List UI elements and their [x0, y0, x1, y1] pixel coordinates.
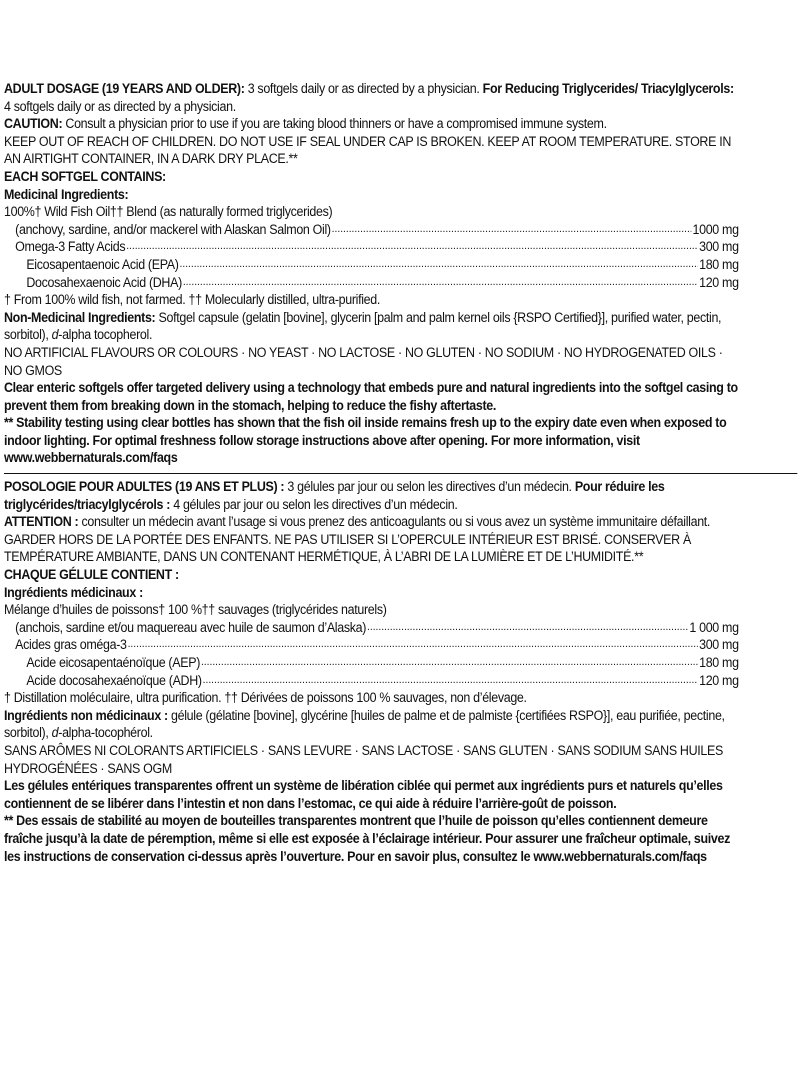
leader-dots: [183, 274, 698, 292]
ingredient-row: [4, 672, 739, 690]
french-section: [4, 478, 739, 865]
ingredient-row: [4, 274, 739, 292]
leader-dots: [180, 256, 699, 274]
ingredient-row: [4, 256, 739, 274]
medicinal-heading-text: Medicinal Ingredients:: [4, 186, 129, 202]
contains-heading: [4, 566, 739, 584]
dosage-heading: ADULT DOSAGE (19 YEARS AND OLDER):: [4, 81, 245, 96]
non-medicinal-italic: d: [51, 725, 59, 741]
stability-paragraph: [4, 812, 739, 865]
stability-bold-text: Pour assurer une fraîcheur optimale, suivez les instructions de conservation ci-dessus après l’ouverture. Pour en savoir plus, consultez le www.webbernaturals.com/faqs: [4, 830, 730, 864]
blend-line: 100%† Wild Fish Oil†† Blend (as naturally formed triglycerides): [4, 204, 333, 220]
medicinal-heading: [4, 584, 739, 602]
ingredient-amount: 300 mg: [699, 637, 739, 653]
stability-paragraph: [4, 414, 739, 467]
free-from-line: NO ARTIFICIAL FLAVOURS OR COLOURS · NO YEAST · NO LACTOSE · NO GLUTEN · NO SODIUM · NO HYDROGENATED OILS · NO GMOS: [4, 344, 723, 378]
triglycerides-text: 4 softgels daily or as directed by a physician.: [4, 98, 236, 114]
non-medicinal-heading: Non-Medicinal Ingredients:: [4, 309, 156, 325]
ingredient-name: Acides gras oméga-3: [15, 637, 127, 653]
dosage-text: 3 gélules par jour ou selon les directives d’un médecin.: [284, 479, 575, 495]
leader-dots: [203, 672, 699, 690]
contains-heading: [4, 168, 739, 186]
ingredient-row: [4, 238, 739, 256]
ingredient-row: [4, 654, 739, 672]
ingredient-amount: 180 mg: [699, 655, 739, 670]
blend-line: Mélange d’huiles de poissons† 100 %†† sauvages (triglycérides naturels): [4, 602, 387, 618]
ingredient-name: (anchovy, sardine, and/or mackerel with Alaskan Salmon Oil): [15, 221, 331, 237]
leader-dots: [128, 636, 699, 654]
enteric-paragraph: [4, 379, 739, 414]
caution-paragraph: [4, 115, 739, 133]
ingredient-row: [4, 619, 739, 637]
footnote: † Distillation moléculaire, ultra purification. †† Dérivées de poissons 100 % sauvages, non d’élevage.: [4, 690, 527, 706]
caution-heading: CAUTION:: [4, 116, 63, 132]
non-medicinal-text: gélule (gélatine [bovine], glycérine [huiles de palme et de palmiste {certifiées RSPO}], eau purifiée, pectine, sorbitol),: [4, 707, 725, 741]
caution-text: consulter un médecin avant l’usage si vous prenez des anticoagulants ou si vous avez un système immunitaire défaillant.: [78, 514, 711, 530]
triglycerides-heading: For Reducing Triglycerides/ Triacylglycerols:: [482, 81, 734, 96]
ingredient-name: Docosahexaenoic Acid (DHA): [26, 274, 182, 290]
non-medicinal-text-end: -alpha-tocophérol.: [58, 725, 153, 741]
ingredient-amount: 120 mg: [699, 274, 739, 290]
product-label: [4, 80, 739, 865]
enteric-text: Les gélules entériques transparentes offrent un système de libération ciblée qui permet aux ingrédients purs et naturels qu’elles contiennent de se libérer dans l’intestin et non dans l’estomac, ce qui aide à réduire l’arrière-goût de poisson.: [4, 778, 723, 811]
ingredient-amount: 1 000 mg: [689, 619, 739, 635]
leader-dots: [201, 654, 698, 672]
ingredient-amount: 180 mg: [699, 256, 739, 272]
caution-paragraph: [4, 513, 739, 531]
triglycerides-text: 4 gélules par jour ou selon les directives d’un médecin.: [170, 496, 458, 512]
caution-heading: ATTENTION :: [4, 514, 79, 530]
contains-heading-text: CHAQUE GÉLULE CONTIENT :: [4, 567, 179, 583]
enteric-text: Clear enteric softgels offer targeted delivery using a technology that embeds pure and natural ingredients into the softgel casing to prevent them from breaking down in the stomach, helping to reduce the fishy aftertaste.: [4, 380, 738, 413]
triglycerides-heading: Pour réduire les triglycérides/triacylglycérols :: [4, 479, 665, 512]
non-medicinal-text-end: -alpha tocopherol.: [58, 327, 153, 343]
ingredient-amount: 300 mg: [699, 239, 739, 255]
ingredient-amount: 1000 mg: [692, 221, 739, 237]
ingredient-name: (anchois, sardine et/ou maquereau avec huile de saumon d’Alaska): [15, 619, 367, 635]
language-divider: [4, 473, 797, 474]
dosage-paragraph: [4, 80, 739, 115]
leader-dots: [126, 238, 698, 256]
footnote: † From 100% wild fish, not farmed. †† Molecularly distilled, ultra-purified.: [4, 292, 381, 308]
medicinal-heading: [4, 186, 739, 204]
leader-dots: [332, 221, 692, 239]
leader-dots: [367, 619, 688, 637]
caution-text: Consult a physician prior to use if you are taking blood thinners or have a compromised immune system.: [62, 116, 607, 132]
non-medicinal-italic: d: [51, 327, 59, 343]
medicinal-heading-text: Ingrédients médicinaux :: [4, 584, 143, 600]
non-medicinal-heading: Ingrédients non médicinaux :: [4, 707, 168, 723]
non-medicinal-paragraph: [4, 309, 739, 344]
ingredient-row: [4, 221, 739, 239]
ingredient-name: Acide docosahexaénoïque (ADH): [26, 672, 202, 688]
stability-text: ** Stability testing using clear bottles has shown that the fish oil inside remains fresh up to the expiry date even when exposed to indoor lighting.: [4, 415, 727, 448]
storage-warning: GARDER HORS DE LA PORTÉE DES ENFANTS. NE PAS UTILISER SI L’OPERCULE INTÉRIEUR EST BRISÉ. CONSERVER À TEMPÉRATURE AMBIANTE, DANS UN CONTENANT HERMÉTIQUE, À L’ABRI DE LA LUMIÈRE ET DE L’HUMIDITÉ.**: [4, 531, 691, 565]
ingredient-name: Omega-3 Fatty Acids: [15, 239, 126, 255]
dosage-text: 3 softgels daily or as directed by a physician.: [244, 81, 483, 96]
ingredient-name: Eicosapentaenoic Acid (EPA): [26, 256, 179, 272]
ingredient-row: [4, 636, 739, 654]
dosage-heading: POSOLOGIE POUR ADULTES (19 ANS ET PLUS) :: [4, 479, 285, 495]
non-medicinal-text: Softgel capsule (gelatin [bovine], glycerin [palm and palm kernel oils {RSPO Certified}], purified water, pectin, sorbitol),: [4, 309, 722, 343]
non-medicinal-paragraph: [4, 707, 739, 742]
stability-text: ** Des essais de stabilité au moyen de bouteilles transparentes montrent que l’huile de poisson qu’elles contiennent demeure fraîche jusqu’à la date de péremption, même si elle est exposée à l’éclairage intérieur.: [4, 813, 708, 846]
english-section: [4, 80, 739, 467]
free-from-line: SANS ARÔMES NI COLORANTS ARTIFICIELS · SANS LEVURE · SANS LACTOSE · SANS GLUTEN · SANS SODIUM SANS HUILES HYDROGÉNÉES · SANS OGM: [4, 742, 723, 776]
ingredient-amount: 120 mg: [699, 672, 739, 688]
storage-warning: KEEP OUT OF REACH OF CHILDREN. DO NOT USE IF SEAL UNDER CAP IS BROKEN. KEEP AT ROOM TEMPERATURE. STORE IN AN AIRTIGHT CONTAINER, IN A DARK DRY PLACE.**: [4, 133, 732, 167]
enteric-paragraph: [4, 777, 739, 812]
stability-bold-text: For optimal freshness follow storage instructions above after opening. For more information, visit www.webbernaturals.com/faqs: [4, 432, 640, 466]
dosage-paragraph: [4, 478, 739, 513]
contains-heading-text: EACH SOFTGEL CONTAINS:: [4, 168, 166, 184]
ingredient-name: Acide eicosapentaénoïque (AEP): [26, 655, 201, 670]
